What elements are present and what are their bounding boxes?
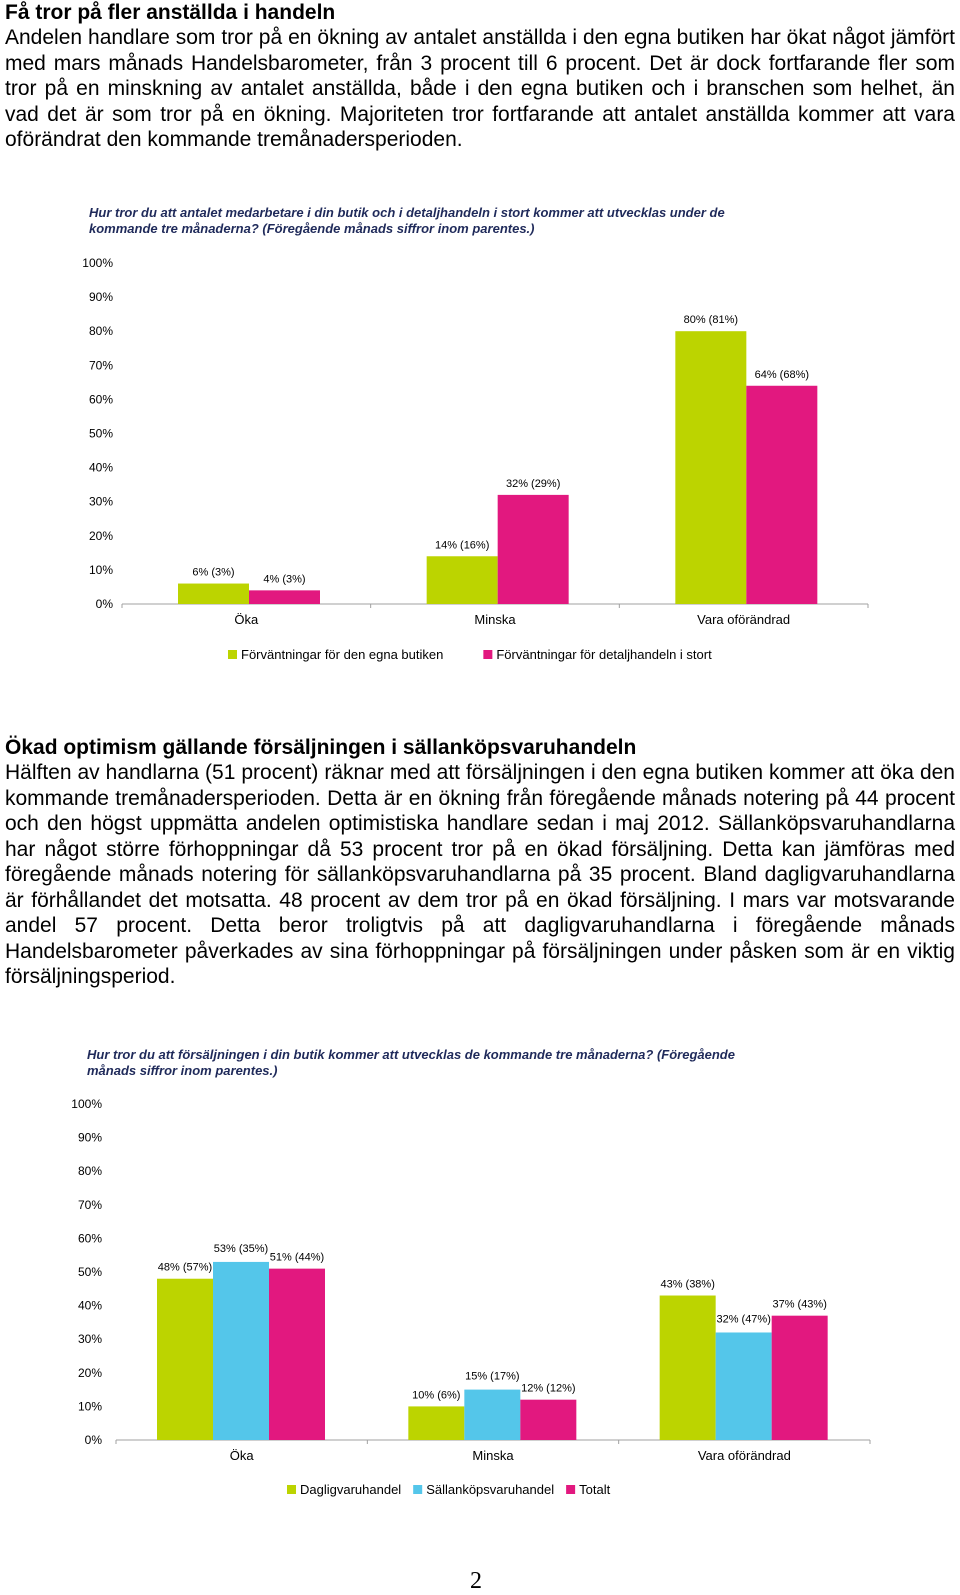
bar [675, 331, 746, 604]
y-tick-label: 20% [77, 1365, 102, 1380]
section-heading-employees: Få tror på fler anställda i handeln [5, 1, 336, 24]
bar [498, 495, 569, 604]
bar [269, 1269, 325, 1440]
y-tick-label: 50% [88, 426, 113, 441]
category-label: Öka [234, 612, 259, 627]
y-tick-label: 40% [88, 460, 113, 475]
y-tick-label: 60% [77, 1231, 102, 1246]
legend-swatch [287, 1485, 296, 1494]
chart-title-sales: Hur tror du att försäljningen i din butik kommer att utvecklas de kommande tre månaderna? (Föregående månads siffror inom parentes.) [87, 1047, 735, 1078]
data-label: 10% (6%) [412, 1389, 461, 1402]
y-tick-label: 20% [88, 528, 113, 543]
data-label: 43% (38%) [660, 1278, 715, 1291]
bar [178, 584, 249, 604]
y-tick-label: 90% [77, 1130, 102, 1145]
section-heading-sales: Ökad optimism gällande försäljningen i sällanköpsvaruhandeln [5, 736, 637, 759]
bar [249, 590, 320, 604]
chart-title-employees: Hur tror du att antalet medarbetare i din butik och i detaljhandeln i stort kommer att utvecklas under de kommande tre månaderna? (Föregående månads siffror inom parentes.) [89, 205, 725, 236]
data-label: 51% (44%) [269, 1251, 325, 1264]
data-label: 80% (81%) [683, 314, 739, 327]
legend-label: Dagligvaruhandel [300, 1482, 402, 1497]
bar [213, 1262, 269, 1440]
legend-swatch [413, 1485, 422, 1494]
y-tick-label: 80% [77, 1164, 102, 1179]
data-label: 32% (29%) [505, 477, 561, 490]
y-tick-label: 100% [71, 1097, 102, 1111]
data-label: 14% (16%) [434, 539, 490, 552]
legend-label: Sällanköpsvaruhandel [426, 1482, 555, 1497]
sales-bar-chart [0, 1080, 960, 1520]
data-label: 37% (43%) [772, 1298, 827, 1311]
data-label: 12% (12%) [521, 1382, 576, 1395]
y-tick-label: 0% [95, 597, 113, 611]
bar [746, 386, 817, 604]
legend-swatch [228, 650, 237, 659]
y-tick-label: 90% [88, 290, 113, 305]
y-tick-label: 30% [77, 1332, 102, 1347]
y-tick-label: 10% [77, 1399, 102, 1414]
y-tick-label: 10% [88, 562, 113, 577]
category-label: Öka [229, 1448, 254, 1463]
bar [427, 556, 498, 604]
y-tick-label: 70% [77, 1197, 102, 1212]
y-tick-label: 0% [84, 1433, 102, 1447]
section-paragraph-sales: Hälften av handlarna (51 procent) räknar med att försäljningen i den egna butiken kommer att öka den kommande tremånadersperioden. Detta är en ökning från föregående månads notering på 44 procent och den högst uppmätta andelen optimistiska handlare sedan i maj 2012. Sällanköpsvaruhandlarna har något större förhoppningar då 53 procent tror på en ökad försäljning. Detta kan jämföras med föregående månads notering för sällanköpsvaruhandlarna på 35 procent. Bland dagligvaruhandlarna är förhållandet det motsatta. 48 procent av dem tror på en ökad försäljning. I mars var motsvarande andel 57 procent. Detta beror troligtvis på att dagligvaruhandlarna i föregående månads Handelsbarometer påverkades av sina förhoppningar på försäljningen under påsken som är en viktig försäljningsperiod. [5, 761, 955, 988]
legend-swatch [566, 1485, 575, 1494]
y-tick-label: 70% [88, 358, 113, 373]
category-label: Vara oförändrad [697, 612, 791, 627]
employees-bar-chart [0, 240, 960, 680]
legend-swatch [483, 650, 492, 659]
data-label: 53% (35%) [213, 1242, 269, 1255]
y-tick-label: 80% [88, 324, 113, 339]
category-label: Minska [472, 1448, 514, 1463]
legend-label: Förväntningar för den egna butiken [241, 647, 444, 662]
y-tick-label: 60% [88, 392, 113, 407]
data-label: 32% (47%) [716, 1313, 771, 1326]
y-tick-label: 40% [77, 1298, 102, 1313]
y-tick-label: 30% [88, 494, 113, 509]
legend-label: Förväntningar för detaljhandeln i stort [496, 647, 712, 662]
bar [772, 1316, 828, 1440]
category-label: Minska [474, 612, 516, 627]
y-tick-label: 50% [77, 1265, 102, 1279]
legend-label: Totalt [579, 1482, 611, 1497]
section-paragraph-employees: Andelen handlare som tror på en ökning av antalet anställda i den egna butiken har ökat något jämfört med mars månads Handelsbarometer, från 3 procent till 6 procent. Det är dock fortfarande fler som tror på en minskning av antalet anställda, både i den egna butiken och i branschen som helhet, än vad det är som tror på en ökning. Majoriteten tror fortfarande att antalet anställda kommer att vara oförändrat den kommande tremånadersperioden. [5, 26, 955, 151]
bar [157, 1279, 213, 1440]
page-number: 2 [470, 1568, 482, 1594]
data-label: 15% (17%) [465, 1370, 520, 1383]
data-label: 4% (3%) [263, 573, 306, 586]
data-label: 48% (57%) [157, 1261, 213, 1274]
bar [464, 1390, 520, 1440]
category-label: Vara oförändrad [697, 1448, 791, 1463]
data-label: 6% (3%) [192, 566, 235, 579]
bar [408, 1406, 464, 1440]
y-tick-label: 100% [82, 256, 113, 270]
bar [520, 1400, 576, 1440]
bar [660, 1296, 716, 1440]
bar [716, 1332, 772, 1440]
data-label: 64% (68%) [754, 368, 810, 381]
